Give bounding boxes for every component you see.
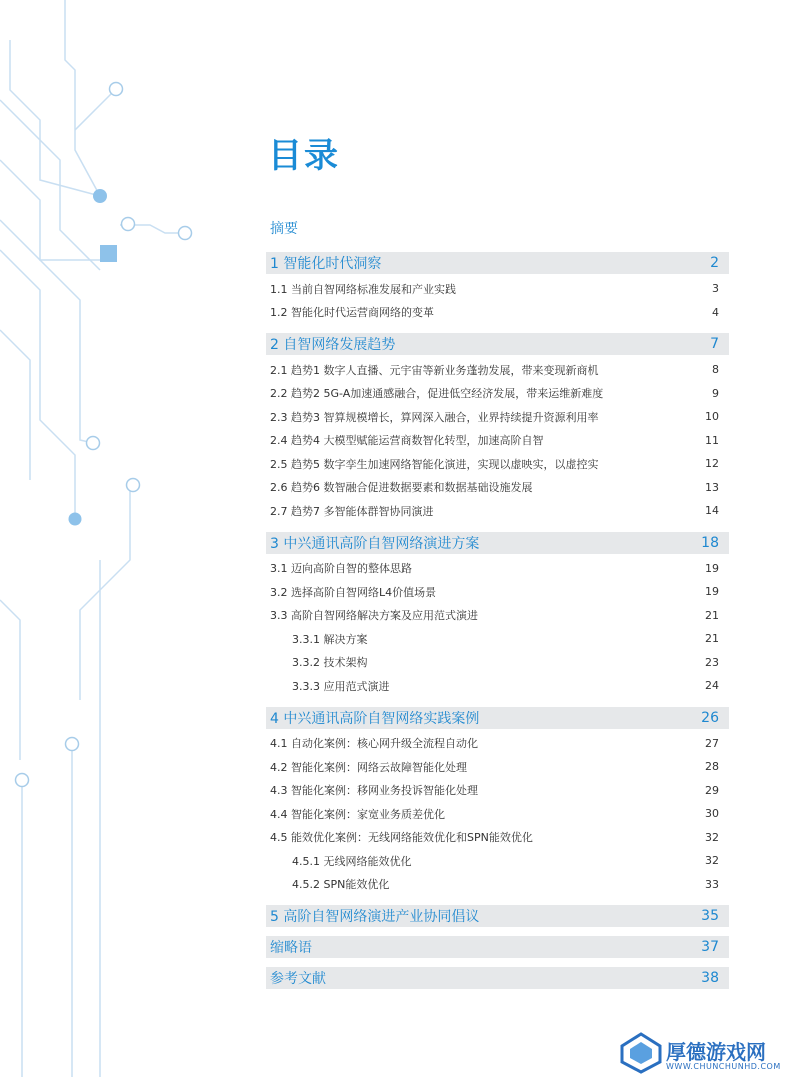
toc-entry[interactable]	[266, 557, 729, 581]
toc-entry[interactable]	[266, 755, 729, 779]
toc-section-label: 5 高阶自智网络演进产业协同倡议	[270, 909, 480, 925]
toc-entry[interactable]	[266, 604, 729, 628]
toc-entry-page: 28	[705, 760, 719, 774]
toc-section-page: 35	[701, 908, 719, 924]
watermark	[618, 1028, 794, 1077]
toc-section[interactable]	[266, 936, 729, 958]
toc-entry-page: 3	[712, 282, 719, 296]
toc-entry-label: 2.5 趋势5 数字孪生加速网络智能化演进，实现以虚映实，以虚控实	[270, 457, 599, 471]
toc-entry-page: 9	[712, 386, 719, 400]
toc-section-label: 参考文献	[270, 971, 326, 987]
toc-entry[interactable]	[266, 732, 729, 756]
toc-section-label: 2 自智网络发展趋势	[270, 337, 396, 353]
toc-entry[interactable]	[266, 405, 729, 429]
toc-entry-page: 8	[712, 363, 719, 377]
toc-section[interactable]	[266, 252, 729, 274]
toc-entry-label: 4.2 智能化案例：网络云故障智能化处理	[270, 760, 467, 774]
page-title: 目录	[268, 136, 340, 176]
circuit-decoration	[0, 0, 200, 1077]
toc-entry-label: 3.1 迈向高阶自智的整体思路	[270, 562, 412, 576]
toc-entry[interactable]	[266, 277, 729, 301]
toc-entry-label: 3.3.3 应用范式演进	[292, 679, 390, 693]
toc-entry-label: 3.3.1 解决方案	[292, 632, 368, 646]
toc-entry-page: 19	[705, 561, 719, 575]
toc-section-label: 缩略语	[270, 940, 312, 956]
toc-section[interactable]	[266, 967, 729, 989]
toc-entry[interactable]	[266, 580, 729, 604]
toc-entry[interactable]	[266, 382, 729, 406]
toc-entry-label: 4.5 能效优化案例：无线网络能效优化和SPN能效优化	[270, 831, 533, 845]
toc-section-label: 4 中兴通讯高阶自智网络实践案例	[270, 710, 480, 727]
toc-entry-label: 4.5.2 SPN能效优化	[292, 878, 390, 892]
toc-entry-page: 10	[705, 410, 719, 424]
toc-abstract[interactable]	[266, 213, 729, 243]
toc-entry-page: 13	[705, 480, 719, 494]
toc-entry-page: 30	[705, 807, 719, 821]
toc-section-page: 7	[710, 336, 719, 352]
toc-entry-page: 4	[712, 305, 719, 319]
toc-entry[interactable]	[266, 802, 729, 826]
toc-entry[interactable]	[266, 826, 729, 850]
toc-entry-page: 29	[705, 783, 719, 797]
toc-entry-page: 24	[705, 679, 719, 693]
toc-entry-label: 1.1 当前自智网络标准发展和产业实践	[270, 282, 456, 296]
toc-entry[interactable]	[266, 627, 729, 651]
toc-entry[interactable]	[266, 651, 729, 675]
toc-section[interactable]	[266, 333, 729, 355]
toc-entry-page: 23	[705, 655, 719, 669]
toc-entry[interactable]	[266, 849, 729, 873]
toc-entry[interactable]	[266, 779, 729, 803]
toc-section-page: 2	[710, 255, 719, 271]
toc-entry-label: 2.4 趋势4 大模型赋能运营商数智化转型，加速高阶自智	[270, 434, 544, 448]
watermark-url: WWW.CHUNCHUNHD.COM	[666, 1062, 781, 1071]
toc-entry-label: 2.2 趋势2 5G-A加速通感融合，促进低空经济发展，带来运维新难度	[270, 387, 604, 401]
toc-section[interactable]	[266, 532, 729, 554]
toc-entry-label: 2.7 趋势7 多智能体群智协同演进	[270, 504, 434, 518]
toc-entry-label: 3.3.2 技术架构	[292, 656, 368, 670]
toc-entry-page: 19	[705, 585, 719, 599]
toc-entry[interactable]	[266, 429, 729, 453]
toc-entry-page: 33	[705, 877, 719, 891]
toc-entry-page: 11	[705, 433, 719, 447]
toc-entry-label: 4.1 自动化案例：核心网升级全流程自动化	[270, 737, 478, 751]
toc-entry-label: 4.3 智能化案例：移网业务投诉智能化处理	[270, 784, 478, 798]
toc-entry-page: 27	[705, 736, 719, 750]
toc-entry[interactable]	[266, 499, 729, 523]
toc-entry[interactable]	[266, 452, 729, 476]
toc-section-page: 18	[701, 534, 719, 551]
toc-entry[interactable]	[266, 301, 729, 325]
toc-entry[interactable]	[266, 358, 729, 382]
toc-abstract-label: 摘要	[270, 221, 298, 237]
toc-entry-page: 32	[705, 830, 719, 844]
toc-entry-label: 4.5.1 无线网络能效优化	[292, 854, 412, 868]
toc-section-label: 1 智能化时代洞察	[270, 256, 382, 272]
toc-section[interactable]	[266, 905, 729, 927]
toc-entry-label: 2.3 趋势3 智算规模增长，算网深入融合，业界持续提升资源利用率	[270, 410, 599, 424]
toc-entry-label: 3.3 高阶自智网络解决方案及应用范式演进	[270, 609, 478, 623]
toc-entry-page: 21	[705, 632, 719, 646]
toc-section-page: 37	[701, 939, 719, 955]
toc-entry-page: 14	[705, 504, 719, 518]
toc-entry-label: 2.6 趋势6 数智融合促进数据要素和数据基础设施发展	[270, 481, 533, 495]
toc-entry[interactable]	[266, 674, 729, 698]
toc-entry-label: 3.2 选择高阶自智网络L4价值场景	[270, 585, 437, 599]
toc-entry-label: 4.4 智能化案例：家宽业务质差优化	[270, 807, 445, 821]
toc-section-page: 26	[701, 709, 719, 726]
toc-entry-label: 2.1 趋势1 数字人直播、元宇宙等新业务蓬勃发展，带来变现新商机	[270, 363, 599, 377]
toc-entry-page: 12	[705, 457, 719, 471]
watermark-name: 厚德游戏网	[666, 1040, 766, 1064]
watermark-logo-icon	[620, 1032, 662, 1074]
toc-entry[interactable]	[266, 873, 729, 897]
toc-entry-page: 21	[705, 608, 719, 622]
table-of-contents	[266, 213, 729, 989]
toc-entry-label: 1.2 智能化时代运营商网络的变革	[270, 306, 434, 320]
toc-section-page: 38	[701, 970, 719, 986]
toc-entry[interactable]	[266, 476, 729, 500]
toc-section-label: 3 中兴通讯高阶自智网络演进方案	[270, 535, 480, 552]
toc-entry-page: 32	[705, 854, 719, 868]
toc-section[interactable]	[266, 707, 729, 729]
